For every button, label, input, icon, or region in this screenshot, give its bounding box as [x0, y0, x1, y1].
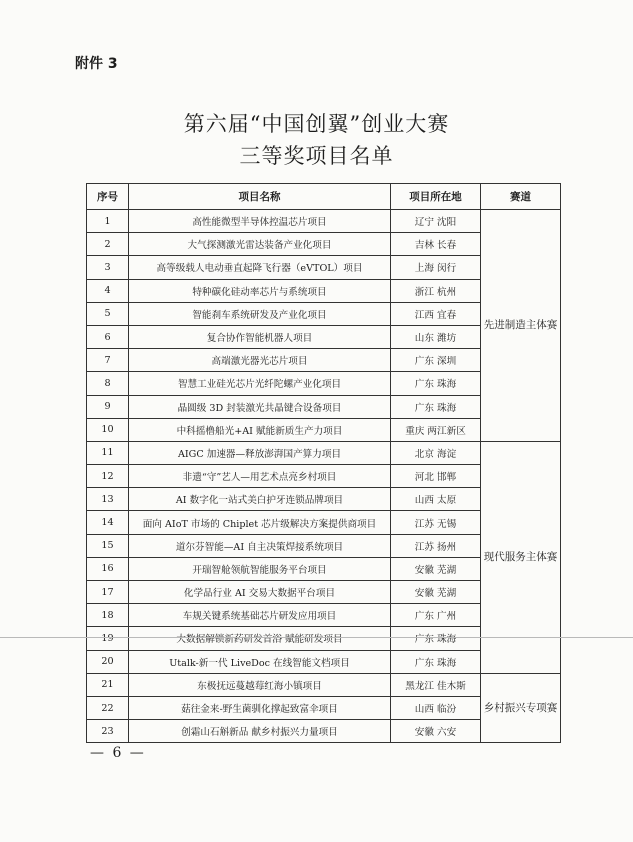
row-number: 11 [87, 441, 129, 464]
project-name: AIGC 加速器—释放澎湃国产算力项目 [129, 441, 391, 464]
row-number: 3 [87, 256, 129, 279]
row-number: 16 [87, 557, 129, 580]
row-number: 22 [87, 696, 129, 719]
project-location: 上海 闵行 [391, 256, 481, 279]
award-table [86, 183, 561, 743]
row-number: 17 [87, 581, 129, 604]
project-location: 北京 海淀 [391, 441, 481, 464]
header-track: 赛道 [481, 184, 561, 210]
row-number: 13 [87, 488, 129, 511]
project-location: 广东 广州 [391, 604, 481, 627]
project-location: 广东 珠海 [391, 627, 481, 650]
project-name: 化学品行业 AI 交易大数据平台项目 [129, 581, 391, 604]
row-number: 8 [87, 372, 129, 395]
project-name: 菇往金来-野生菌驯化撑起致富伞项目 [129, 696, 391, 719]
project-location: 广东 珠海 [391, 372, 481, 395]
page-fold-line [0, 637, 633, 638]
table-body [87, 210, 561, 743]
project-name: AI 数字化一站式美白护牙连锁品牌项目 [129, 488, 391, 511]
track-cell: 现代服务主体赛 [481, 441, 561, 673]
row-number: 1 [87, 210, 129, 233]
table-row [87, 673, 561, 696]
page-number: — 6 — [90, 745, 146, 761]
project-name: 中科摇橹船光+AI 赋能新质生产力项目 [129, 418, 391, 441]
project-location: 吉林 长春 [391, 233, 481, 256]
project-location: 江苏 无锡 [391, 511, 481, 534]
project-name: 高性能微型半导体控温芯片项目 [129, 210, 391, 233]
project-location: 辽宁 沈阳 [391, 210, 481, 233]
project-name: 大气探测激光雷达装备产业化项目 [129, 233, 391, 256]
attachment-label: 附件 3 [75, 56, 118, 72]
project-name: 晶圆级 3D 封装激光共晶键合设备项目 [129, 395, 391, 418]
row-number: 15 [87, 534, 129, 557]
project-location: 重庆 两江新区 [391, 418, 481, 441]
row-number: 10 [87, 418, 129, 441]
row-number: 19 [87, 627, 129, 650]
row-number: 18 [87, 604, 129, 627]
project-name: 车规关键系统基础芯片研发应用项目 [129, 604, 391, 627]
project-location: 广东 珠海 [391, 650, 481, 673]
project-name: 道尔芬智能—AI 自主决策焊接系统项目 [129, 534, 391, 557]
project-location: 安徽 芜湖 [391, 581, 481, 604]
row-number: 2 [87, 233, 129, 256]
project-name: 大数据解锁新药研发首浴 赋能研发项目 [129, 627, 391, 650]
project-name: 复合协作智能机器人项目 [129, 325, 391, 348]
project-name: 高等级载人电动垂直起降飞行器（eVTOL）项目 [129, 256, 391, 279]
project-location: 江苏 扬州 [391, 534, 481, 557]
table-row [87, 210, 561, 233]
project-location: 浙江 杭州 [391, 279, 481, 302]
row-number: 9 [87, 395, 129, 418]
project-name: 智能刹车系统研发及产业化项目 [129, 302, 391, 325]
project-location: 安徽 六安 [391, 720, 481, 743]
row-number: 4 [87, 279, 129, 302]
page-subtitle: 三等奖项目名单 [239, 144, 394, 168]
project-location: 黑龙江 佳木斯 [391, 673, 481, 696]
project-location: 山西 临汾 [391, 696, 481, 719]
page-title: 第六届“中国创翼”创业大赛 [183, 112, 450, 136]
header-no: 序号 [87, 184, 129, 210]
header-location: 项目所在地 [391, 184, 481, 210]
project-name: 面向 AIoT 市场的 Chiplet 芯片级解决方案提供商项目 [129, 511, 391, 534]
table-header-row [87, 184, 561, 210]
row-number: 7 [87, 349, 129, 372]
table-row [87, 441, 561, 464]
project-location: 安徽 芜湖 [391, 557, 481, 580]
row-number: 14 [87, 511, 129, 534]
project-location: 山东 潍坊 [391, 325, 481, 348]
row-number: 12 [87, 465, 129, 488]
row-number: 6 [87, 325, 129, 348]
project-location: 江西 宜春 [391, 302, 481, 325]
row-number: 5 [87, 302, 129, 325]
project-location: 广东 珠海 [391, 395, 481, 418]
row-number: 23 [87, 720, 129, 743]
project-name: 特种碳化硅动率芯片与系统项目 [129, 279, 391, 302]
project-name: 开瑞智舱领航智能服务平台项目 [129, 557, 391, 580]
track-cell: 先进制造主体赛 [481, 210, 561, 442]
project-location: 河北 邯郸 [391, 465, 481, 488]
project-name: Utalk-新一代 LiveDoc 在线智能文档项目 [129, 650, 391, 673]
row-number: 20 [87, 650, 129, 673]
header-project-name: 项目名称 [129, 184, 391, 210]
project-name: 东极抚远蔓越莓红海小镇项目 [129, 673, 391, 696]
project-name: 智慧工业硅光芯片光纤陀螺产业化项目 [129, 372, 391, 395]
row-number: 21 [87, 673, 129, 696]
project-name: 高端激光器光芯片项目 [129, 349, 391, 372]
project-name: 非遗“守”艺人—用艺术点亮乡村项目 [129, 465, 391, 488]
project-location: 广东 深圳 [391, 349, 481, 372]
project-name: 创霜山石斛新品 献乡村振兴力量项目 [129, 720, 391, 743]
project-location: 山西 太原 [391, 488, 481, 511]
track-cell: 乡村振兴专项赛 [481, 673, 561, 743]
